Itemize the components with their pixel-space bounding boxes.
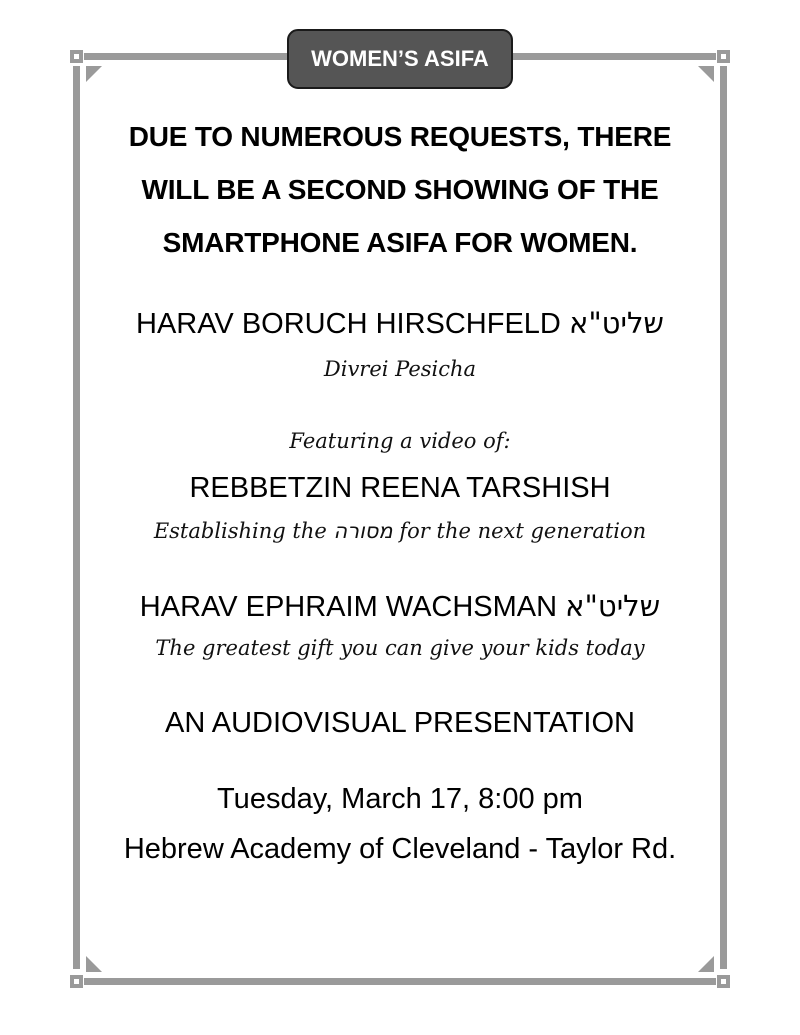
speaker-3-topic: The greatest gift you can give your kids today — [155, 636, 645, 660]
speaker-2-name: REBBETZIN REENA TARSHISH — [189, 472, 611, 504]
speaker-3 — [90, 586, 710, 665]
header-tab: WOMEN’S ASIFA — [287, 29, 513, 89]
speaker-2-topic — [90, 514, 710, 548]
presentation-label: AN AUDIOVISUAL PRESENTATION — [164, 707, 635, 739]
speaker-1-topic: Divrei Pesicha — [323, 357, 477, 381]
speaker-2-topic-before: Establishing the — [153, 519, 327, 543]
headline-line-1: DUE TO NUMEROUS REQUESTS, THERE — [128, 121, 672, 152]
speaker-3-title: שליט"א — [565, 589, 661, 623]
speaker-2 — [90, 468, 710, 548]
speaker-2-topic-hebrew: מסורה — [333, 519, 393, 543]
headline-line-3: SMARTPHONE ASIFA FOR WOMEN. — [162, 227, 638, 258]
flyer-content — [90, 108, 710, 869]
speaker-2-topic-after: for the next generation — [399, 519, 647, 543]
event-location: Hebrew Academy of Cleveland - Taylor Rd. — [123, 833, 677, 865]
event-datetime: Tuesday, March 17, 8:00 pm — [217, 783, 583, 815]
headline-line-2: WILL BE A SECOND SHOWING OF THE — [141, 174, 659, 205]
event-details — [90, 779, 710, 869]
headline — [90, 110, 710, 269]
speaker-1-title: שליט"א — [568, 306, 664, 340]
featuring-label: Featuring a video of: — [289, 429, 511, 453]
speaker-1 — [90, 303, 710, 386]
speaker-3-name: HARAV EPHRAIM WACHSMAN — [139, 591, 558, 623]
speaker-1-name: HARAV BORUCH HIRSCHFELD — [136, 308, 561, 340]
